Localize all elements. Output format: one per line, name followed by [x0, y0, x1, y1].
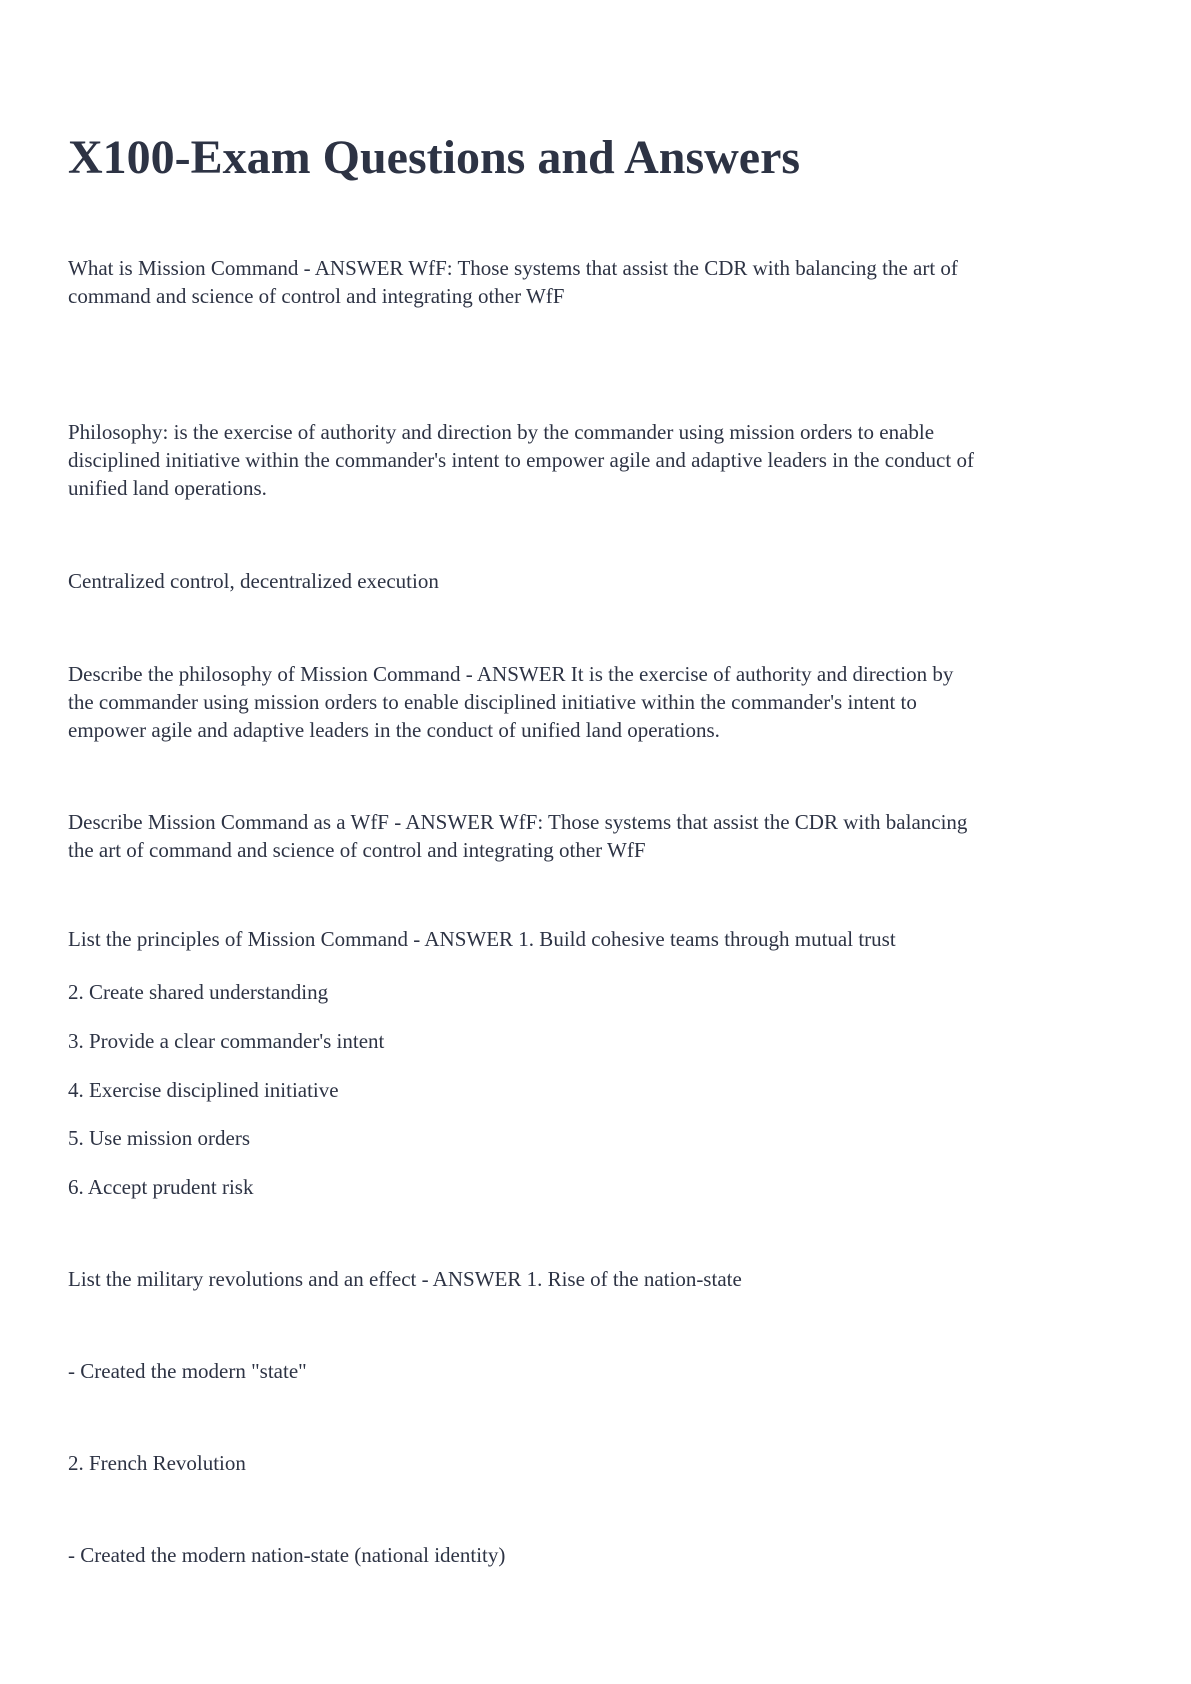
qa-military-revolutions [68, 1265, 1148, 1293]
text-line: the art of command and science of control and integrating other WfF [68, 838, 646, 862]
text-line: 3. Provide a clear commander's intent [68, 1029, 385, 1053]
revolution-effect [68, 1357, 1148, 1385]
text-line: - Created the modern nation-state (national identity) [68, 1543, 506, 1567]
principle-item [68, 1173, 1148, 1201]
qa-describe-philosophy [68, 660, 1148, 744]
text-line: - Created the modern "state" [68, 1359, 307, 1383]
text-line: 5. Use mission orders [68, 1126, 250, 1150]
revolution-effect [68, 1541, 1148, 1569]
text-line: 2. Create shared understanding [68, 980, 329, 1004]
text-line: 2. French Revolution [68, 1451, 246, 1475]
qa-describe-wff [68, 808, 1148, 864]
text-line: List the principles of Mission Command - ANSWER 1. Build cohesive teams through mutual trust [68, 927, 896, 951]
centralized-control-paragraph [68, 567, 1148, 595]
principle-item [68, 978, 1148, 1006]
qa-mission-command [68, 254, 1148, 310]
philosophy-paragraph [68, 418, 1148, 502]
text-line: 4. Exercise disciplined initiative [68, 1078, 339, 1102]
text-line: Centralized control, decentralized execution [68, 569, 439, 593]
principle-item [68, 1027, 1148, 1055]
text-line: the commander using mission orders to enable disciplined initiative within the commander's intent to [68, 690, 917, 714]
principle-item [68, 1076, 1148, 1104]
principle-item [68, 1124, 1148, 1152]
qa-list-principles [68, 925, 1148, 953]
revolution-item [68, 1449, 1148, 1477]
text-line: disciplined initiative within the commander's intent to empower agile and adaptive leaders in the conduct of [68, 448, 974, 472]
text-line: empower agile and adaptive leaders in the conduct of unified land operations. [68, 718, 720, 742]
text-line: List the military revolutions and an effect - ANSWER 1. Rise of the nation-state [68, 1267, 742, 1291]
text-line: What is Mission Command - ANSWER WfF: Those systems that assist the CDR with balancing the art of [68, 256, 958, 280]
text-line: Philosophy: is the exercise of authority and direction by the commander using mission orders to enable [68, 420, 935, 444]
text-line: command and science of control and integrating other WfF [68, 284, 565, 308]
text-line: unified land operations. [68, 476, 267, 500]
text-line: Describe Mission Command as a WfF - ANSWER WfF: Those systems that assist the CDR with balancing [68, 810, 968, 834]
text-line: 6. Accept prudent risk [68, 1175, 254, 1199]
text-line: Describe the philosophy of Mission Command - ANSWER It is the exercise of authority and direction by [68, 662, 954, 686]
document-title: X100-Exam Questions and Answers [68, 131, 801, 184]
